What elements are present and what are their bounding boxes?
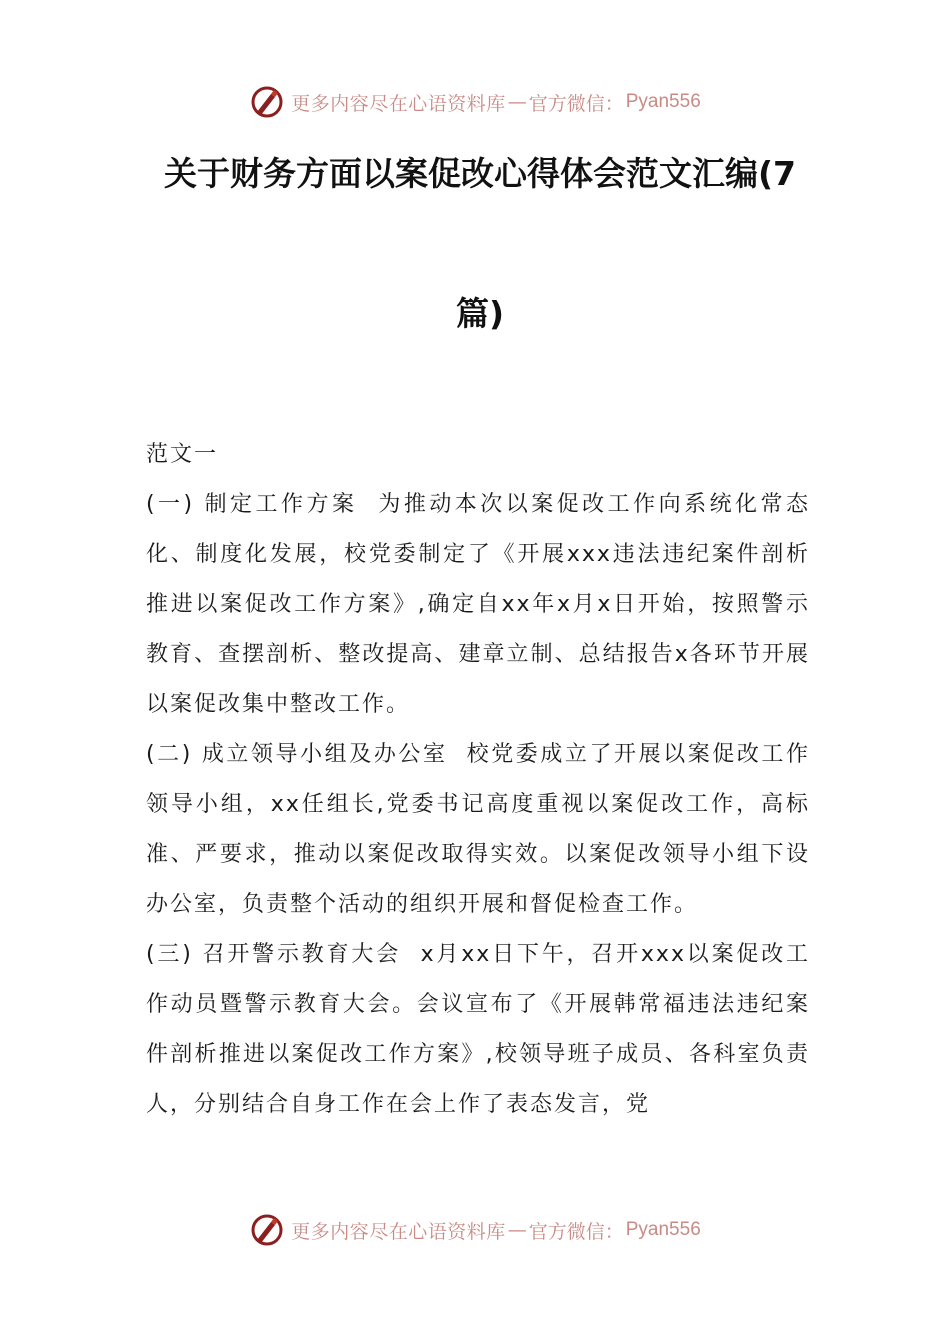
document-title-line2: 篇) xyxy=(455,294,505,333)
banner-id: Pyan556 xyxy=(625,1219,701,1240)
paragraph: (一) 制定工作方案 为推动本次以案促改工作向系统化常态化、制度化发展，校党委制定了《开展xxx违法违纪案件剖析推进以案促改工作方案》,确定自xx年x月x日开始，按照警示教育、查摆剖析、整改提高、建章立制、总结报告x各环节开展以案促改集中整改工作。 xyxy=(146,492,810,717)
banner-suffix: 官方微信： xyxy=(528,1220,624,1243)
banner-suffix: 官方微信： xyxy=(528,92,624,115)
pen-logo-icon xyxy=(249,1212,285,1248)
banner-separator: — xyxy=(507,91,527,113)
banner-separator: — xyxy=(507,1219,527,1241)
banner-text: 更多内容尽在心语资料库 xyxy=(291,1220,506,1243)
paragraph: (三) 召开警示教育大会 x月xx日下午，召开xxx以案促改工作动员暨警示教育大会。会议宣布了《开展韩常福违法违纪案件剖析推进以案促改工作方案》,校领导班子成员、各科室负责人，分别结合自身工作在会上作了表态发言，党 xyxy=(146,942,810,1117)
banner-id: Pyan556 xyxy=(625,91,701,112)
header-banner xyxy=(0,82,950,122)
paragraph: (二) 成立领导小组及办公室 校党委成立了开展以案促改工作领导小组，xx任组长,党委书记高度重视以案促改工作，高标准、严要求，推动以案促改取得实效。以案促改领导小组下设办公室，负责整个活动的组织开展和督促检查工作。 xyxy=(146,742,810,917)
document-body xyxy=(146,430,810,1130)
section-heading: 范文一 xyxy=(146,442,219,467)
pen-logo-icon xyxy=(249,84,285,120)
banner-text: 更多内容尽在心语资料库 xyxy=(291,92,506,115)
footer-banner xyxy=(0,1210,950,1250)
document-title-line1: 关于财务方面以案促改心得体会范文汇编(7 xyxy=(163,154,797,193)
